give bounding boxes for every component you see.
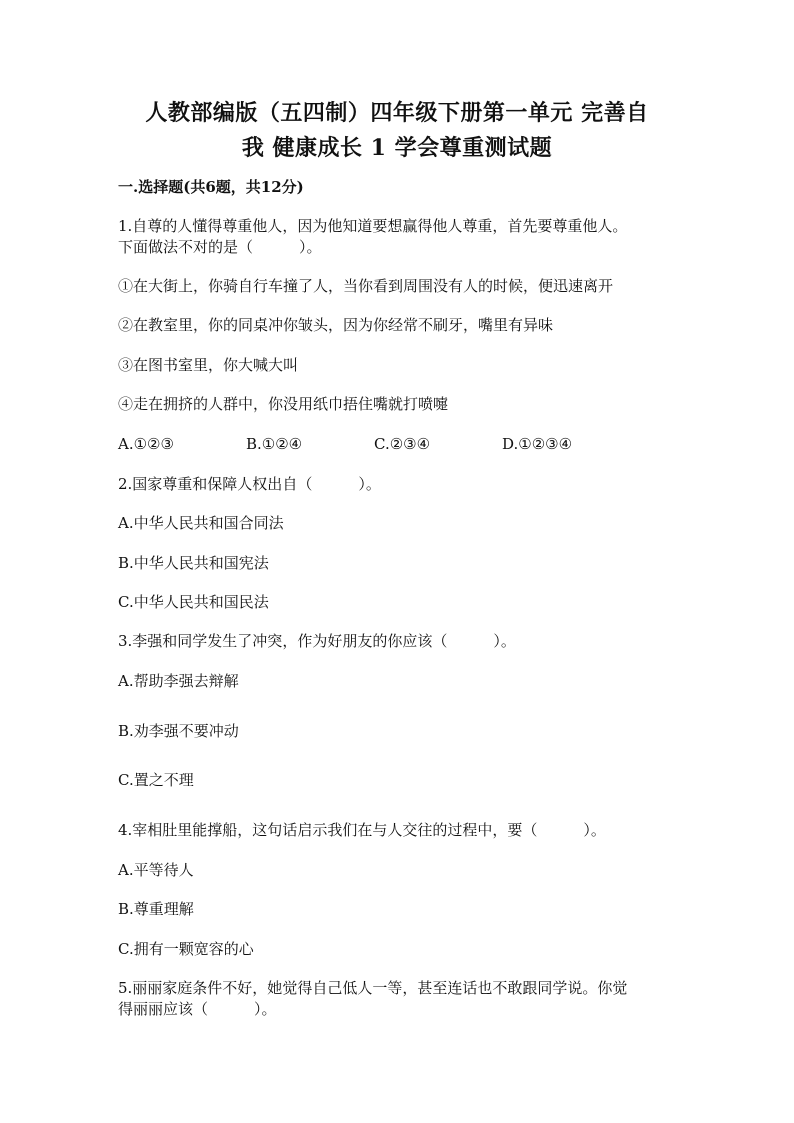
question-1-item: ③在图书室里，你大喊大叫 bbox=[118, 356, 299, 374]
question-1-item: ②在教室里，你的同桌冲你皱头，因为你经常不刷牙，嘴里有异味 bbox=[118, 316, 554, 334]
question-2-stem: 2.国家尊重和保障人权出自（ ）。 bbox=[118, 475, 381, 493]
question-3-stem: 3.李强和同学发生了冲突，作为好朋友的你应该（ ）。 bbox=[118, 632, 516, 650]
question-1-line-1: 1.自尊的人懂得尊重他人，因为他知道要想赢得他人尊重，首先要尊重他人。 bbox=[118, 217, 628, 235]
choice-d[interactable]: D.①②③④ bbox=[502, 435, 573, 453]
question-1-stem bbox=[118, 216, 678, 258]
question-5-stem bbox=[118, 978, 678, 1020]
question-4-option-c[interactable]: C.拥有一颗宽容的心 bbox=[118, 940, 254, 958]
question-2-option-a[interactable]: A.中华人民共和国合同法 bbox=[118, 514, 284, 532]
question-4-option-b[interactable]: B.尊重理解 bbox=[118, 900, 194, 918]
question-5-line-2: 得丽丽应该（ ）。 bbox=[118, 1000, 277, 1018]
document-title bbox=[110, 96, 684, 166]
choice-b[interactable]: B.①②④ bbox=[246, 435, 303, 453]
section-heading: 一.选择题(共6题，共12分) bbox=[118, 178, 304, 196]
question-1-item: ④走在拥挤的人群中，你没用纸巾捂住嘴就打喷嚏 bbox=[118, 395, 449, 413]
question-3-option-b[interactable]: B.劝李强不要冲动 bbox=[118, 722, 239, 740]
question-2-option-c[interactable]: C.中华人民共和国民法 bbox=[118, 593, 269, 611]
question-4-stem: 4.宰相肚里能撑船，这句话启示我们在与人交往的过程中，要（ ）。 bbox=[118, 821, 606, 839]
question-1-item: ①在大街上，你骑自行车撞了人，当你看到周围没有人的时候，便迅速离开 bbox=[118, 277, 614, 295]
question-5-line-1: 5.丽丽家庭条件不好，她觉得自己低人一等，甚至连话也不敢跟同学说。你觉 bbox=[118, 979, 628, 997]
title-line-2: 我 健康成长 1 学会尊重测试题 bbox=[241, 135, 553, 161]
question-4-option-a[interactable]: A.平等待人 bbox=[118, 861, 194, 879]
question-1-choices bbox=[118, 434, 678, 455]
question-3-option-c[interactable]: C.置之不理 bbox=[118, 771, 194, 789]
title-line-1: 人教部编版（五四制）四年级下册第一单元 完善自 bbox=[145, 100, 649, 126]
choice-c[interactable]: C.②③④ bbox=[374, 435, 431, 453]
question-1-line-2: 下面做法不对的是（ ）。 bbox=[118, 238, 322, 256]
question-2-option-b[interactable]: B.中华人民共和国宪法 bbox=[118, 554, 269, 572]
question-3-option-a[interactable]: A.帮助李强去辩解 bbox=[118, 672, 239, 690]
choice-a[interactable]: A.①②③ bbox=[118, 435, 174, 453]
